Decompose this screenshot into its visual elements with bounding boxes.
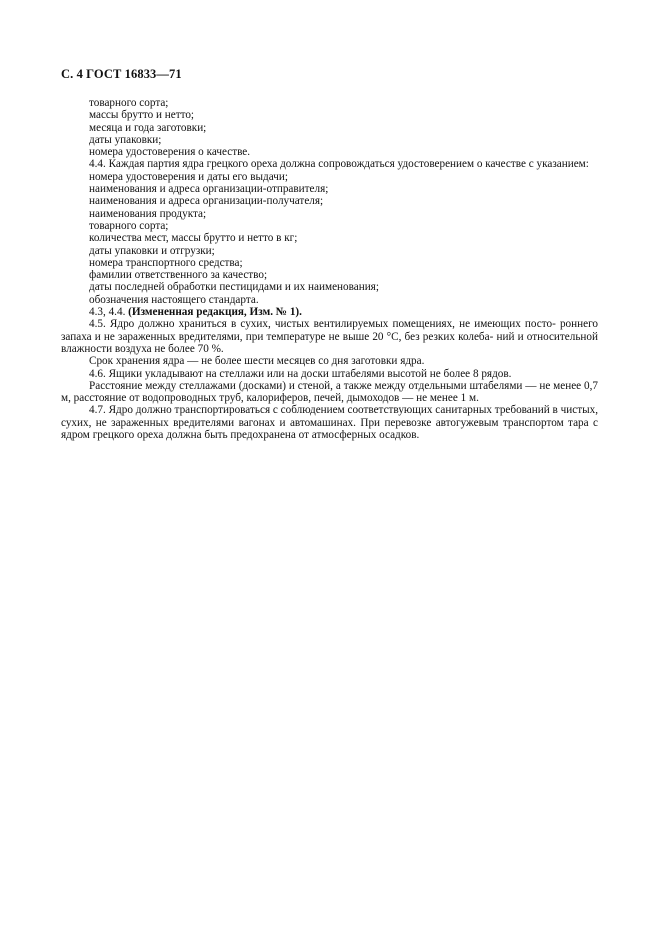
list-item: наименования продукта; — [89, 207, 207, 220]
list-item: даты последней обработки пестицидами и их наименования; — [89, 281, 379, 294]
paragraph-storage-term: Срок хранения ядра — не более шести месяцев со дня заготовки ядра. — [89, 355, 425, 368]
list-marking — [61, 97, 598, 158]
list-item: наименования и адреса организации-отправителя; — [89, 183, 329, 196]
list-item: даты упаковки; — [89, 133, 162, 146]
list-item: наименования и адреса организации-получателя; — [89, 195, 324, 208]
list-item: месяца и года заготовки; — [89, 121, 207, 134]
list-item: количества мест, массы брутто и нетто в кг; — [89, 232, 298, 245]
list-item: номера удостоверения и даты его выдачи; — [89, 170, 288, 183]
page-header: С. 4 ГОСТ 16833—71 — [61, 67, 182, 81]
list-item: фамилии ответственного за качество; — [89, 269, 268, 282]
list-item: обозначения настоящего стандарта. — [89, 293, 259, 306]
amendment-note — [61, 306, 598, 318]
list-item: товарного сорта; — [89, 97, 169, 109]
page-content — [61, 66, 598, 441]
list-item: товарного сорта; — [89, 219, 169, 232]
paragraph-4-6: 4.6. Ящики укладывают на стеллажи или на доски штабелями высотой не более 8 рядов. — [89, 367, 512, 380]
list-item: номера транспортного средства; — [89, 256, 243, 269]
list-item: даты упаковки и отгрузки; — [89, 244, 215, 257]
list-item: номера удостоверения о качестве. — [89, 146, 251, 159]
amendment-bold: (Измененная редакция, Изм. № 1). — [128, 306, 302, 319]
paragraph-4-4: 4.4. Каждая партия ядра грецкого ореха должна сопровождаться удостоверением о качестве с указанием: — [89, 158, 589, 171]
paragraph-4-7: 4.7. Ядро должно транспортироваться с соблюдением соответствующих санитарных требований в чистых, сухих, не зараженных вредителями вагонах и автомашинах. При перевозке автогужевым транспортом тара с ядром грецкого ореха должна быть предохранена от атмосферных осадков. — [61, 404, 598, 442]
amendment-prefix: 4.3, 4.4. — [89, 306, 129, 319]
list-item: массы брутто и нетто; — [89, 109, 195, 122]
paragraph-4-5: 4.5. Ядро должно храниться в сухих, чистых вентилируемых помещениях, не имеющих посто- роннего запаха и не зараженных вредителями, при температуре не выше 20 °С, без резких колеба- ний и относительной влажности воздуха не более 70 %. — [61, 318, 598, 355]
document-body — [61, 97, 598, 441]
paragraph-distances: Расстояние между стеллажами (досками) и стеной, а также между отдельными штабелями — не менее 0,7 м, расстояние от водопроводных труб, калориферов, печей, дымоходов — не менее 1 м. — [61, 379, 598, 405]
list-certificate — [61, 171, 598, 306]
